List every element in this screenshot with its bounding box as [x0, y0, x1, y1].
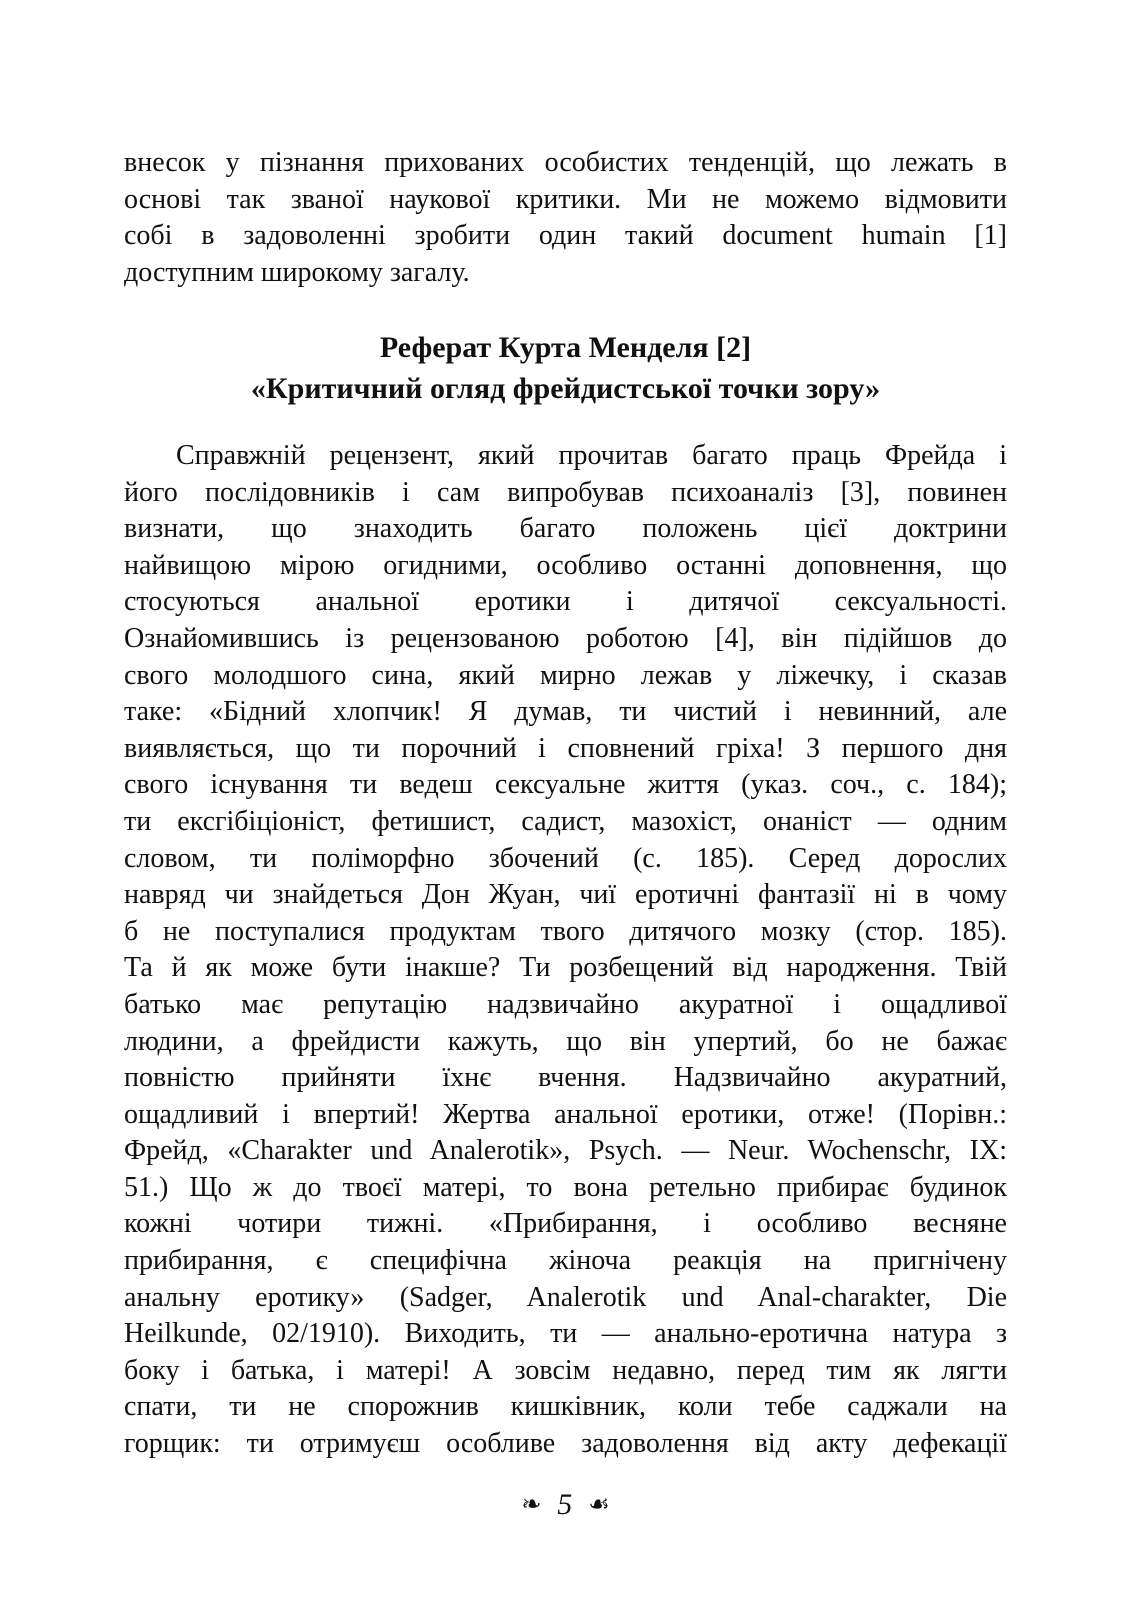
text-line: 51.) Що ж до твоєї матері, то вона ретельно прибирає будинок — [124, 1171, 1007, 1203]
heading-line-2: «Критичний огляд фрейдистської точки зору» — [250, 372, 881, 405]
text-line: доступним широкому загалу. — [124, 256, 470, 288]
text-line: найвищою мірою огидними, особливо останні доповнення, що — [124, 549, 1007, 581]
floral-ornament-left-icon: ❧ — [521, 1490, 542, 1518]
text-line: ощадливий і впертий! Жертва анальної еротики, отже! (Порівн.: — [124, 1098, 1007, 1130]
text-line: внесок у пізнання прихованих особистих тенденцій, що лежать в — [124, 147, 1007, 178]
text-line: повністю прийняти їхнє вчення. Надзвичайно акуратний, — [124, 1062, 1007, 1094]
text-line: людини, а фрейдисти кажуть, що він упертий, бо не бажає — [124, 1025, 1007, 1057]
text-line: свого молодшого сина, який мирно лежав у ліжечку, і сказав — [124, 659, 1007, 691]
heading-line-1: Реферат Курта Менделя [2] — [379, 331, 752, 364]
text-line: боку і батька, і матері! А зовсім недавно, перед тим як лягти — [124, 1354, 1007, 1386]
text-line: свого існування ти ведеш сексуальне життя (указ. соч., с. 184); — [124, 769, 1007, 801]
floral-ornament-right-icon: ☙ — [588, 1490, 610, 1518]
page-footer — [124, 1486, 1007, 1526]
text-line: Та й як може бути інакше? Ти розбещений від народження. Твій — [124, 952, 1007, 984]
text-line: Heilkunde, 02/1910). Виходить, ти — анально-еротична натура з — [124, 1318, 1007, 1350]
text-line: Ознайомившись із рецензованою роботою [4], він підійшов до — [124, 622, 1007, 654]
text-line: ти ексгібіціоніст, фетишист, садист, мазохіст, онаніст — одним — [124, 805, 1007, 837]
text-line: Справжній рецензент, який прочитав багато праць Фрейда і — [176, 440, 1007, 471]
text-line: горщик: ти отримуєш особливе задоволення від акту дефекації — [124, 1428, 1007, 1460]
text-line: спати, ти не спорожнив кишківник, коли тебе саджали на — [124, 1391, 1007, 1423]
text-line: Фрейд, «Charakter und Analerotik», Psych. — Neur. Wochenschr, IX: — [124, 1135, 1007, 1167]
main-paragraph — [124, 438, 1007, 1463]
text-line: словом, ти поліморфно збочений (с. 185). Серед дорослих — [124, 842, 1007, 874]
page-number: 5 — [557, 1488, 573, 1521]
text-line: стосуються анальної еротики і дитячої сексуальності. — [124, 586, 1007, 618]
paragraph-continuation — [124, 145, 1007, 291]
text-line: виявляється, що ти порочний і сповнений гріха! З першого дня — [124, 732, 1007, 764]
text-line: його послідовників і сам випробував психоаналіз [3], повинен — [124, 476, 1007, 508]
text-line: собі в задоволенні зробити один такий document humain [1] — [124, 220, 1007, 252]
text-line: визнати, що знаходить багато положень цієї доктрини — [124, 513, 1007, 545]
section-heading — [124, 327, 1007, 409]
text-line: анальну еротику» (Sadger, Analerotik und Anal-charakter, Die — [124, 1281, 1007, 1313]
text-line: кожні чотири тижні. «Прибирання, і особливо весняне — [124, 1208, 1007, 1240]
text-line: таке: «Бідний хлопчик! Я думав, ти чистий і невинний, але — [124, 696, 1007, 728]
text-line: основі так званої наукової критики. Ми не можемо відмовити — [124, 183, 1007, 215]
text-line: навряд чи знайдеться Дон Жуан, чиї еротичні фантазії ні в чому — [124, 879, 1007, 911]
text-line: б не поступалися продуктам твого дитячого мозку (стор. 185). — [124, 915, 1007, 947]
text-line: прибирання, є специфічна жіноча реакція на пригнічену — [124, 1245, 1007, 1277]
text-line: батько має репутацію надзвичайно акуратної і ощадливої — [124, 988, 1007, 1020]
